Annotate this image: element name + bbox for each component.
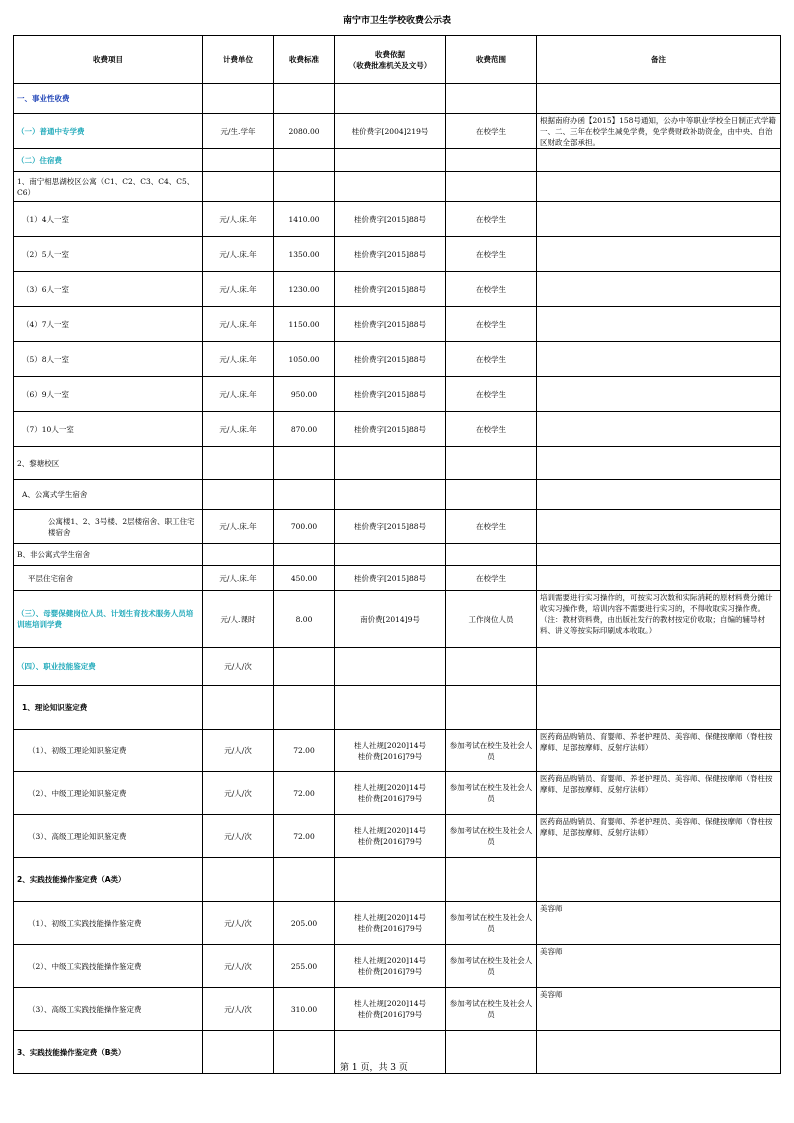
scope-cell: 在校学生: [446, 510, 537, 544]
scope-cell: [446, 858, 537, 902]
unit-cell: [203, 149, 274, 172]
scope-cell: 参加考试在校生及社会人员: [446, 902, 537, 945]
scope-cell: [446, 84, 537, 114]
scope-cell: 在校学生: [446, 114, 537, 149]
table-row: [14, 902, 781, 945]
header-standard: 收费标准: [274, 36, 335, 84]
remark-cell: [537, 648, 781, 686]
table-row: [14, 342, 781, 377]
unit-cell: 元/人.床.年: [203, 237, 274, 272]
table-row: [14, 510, 781, 544]
standard-cell: 310.00: [274, 988, 335, 1031]
table-row: [14, 591, 781, 648]
remark-cell: [537, 84, 781, 114]
item-cell: （3）、高级工理论知识鉴定费: [14, 815, 203, 858]
standard-cell: 1350.00: [274, 237, 335, 272]
unit-cell: 元/人.床.年: [203, 377, 274, 412]
standard-cell: 8.00: [274, 591, 335, 648]
remark-cell: [537, 172, 781, 202]
unit-cell: [203, 858, 274, 902]
standard-cell: [274, 544, 335, 566]
table-row: [14, 202, 781, 237]
remark-cell: 医药商品购销员、育婴师、养老护理员、美容师、保健按摩师（脊柱按摩师、足部按摩师、反射疗法师）: [537, 730, 781, 772]
basis-cell: 桂人社规[2020]14号 桂价费[2016]79号: [335, 730, 446, 772]
basis-cell: 桂价费字[2015]88号: [335, 510, 446, 544]
standard-cell: 1410.00: [274, 202, 335, 237]
scope-cell: 在校学生: [446, 377, 537, 412]
remark-cell: [537, 1031, 781, 1074]
standard-cell: 255.00: [274, 945, 335, 988]
remark-cell: [537, 237, 781, 272]
table-row: [14, 114, 781, 149]
item-cell: A、公寓式学生宿舍: [14, 480, 203, 510]
remark-cell: [537, 272, 781, 307]
table-row: [14, 772, 781, 815]
unit-cell: [203, 172, 274, 202]
scope-cell: 在校学生: [446, 566, 537, 591]
scope-cell: [446, 1031, 537, 1074]
standard-cell: 72.00: [274, 730, 335, 772]
unit-cell: 元/人/次: [203, 730, 274, 772]
standard-cell: [274, 149, 335, 172]
unit-cell: 元/生.学年: [203, 114, 274, 149]
basis-cell: 桂人社规[2020]14号 桂价费[2016]79号: [335, 945, 446, 988]
unit-cell: 元/人.床.年: [203, 566, 274, 591]
table-row: [14, 412, 781, 447]
table-row: [14, 566, 781, 591]
standard-cell: 205.00: [274, 902, 335, 945]
standard-cell: 1230.00: [274, 272, 335, 307]
standard-cell: 2080.00: [274, 114, 335, 149]
basis-cell: 桂人社规[2020]14号 桂价费[2016]79号: [335, 902, 446, 945]
header-scope: 收费范围: [446, 36, 537, 84]
unit-cell: [203, 544, 274, 566]
item-cell: 3、实践技能操作鉴定费（B类）: [14, 1031, 203, 1074]
unit-cell: [203, 84, 274, 114]
unit-cell: 元/人.床.年: [203, 342, 274, 377]
remark-cell: 医药商品购销员、育婴师、养老护理员、美容师、保健按摩师（脊柱按摩师、足部按摩师、反射疗法师）: [537, 772, 781, 815]
table-row: [14, 945, 781, 988]
basis-cell: 桂人社规[2020]14号 桂价费[2016]79号: [335, 988, 446, 1031]
table-row: [14, 988, 781, 1031]
remark-cell: [537, 377, 781, 412]
table-row: [14, 377, 781, 412]
remark-cell: 美容师: [537, 902, 781, 945]
scope-cell: 在校学生: [446, 202, 537, 237]
scope-cell: 在校学生: [446, 342, 537, 377]
document-title: 南宁市卫生学校收费公示表: [342, 16, 451, 26]
scope-cell: [446, 172, 537, 202]
item-cell: （7）10人一室: [14, 412, 203, 447]
item-cell: （5）8人一室: [14, 342, 203, 377]
scope-cell: [446, 447, 537, 480]
basis-cell: 桂人社规[2020]14号 桂价费[2016]79号: [335, 772, 446, 815]
standard-cell: [274, 1031, 335, 1074]
basis-cell: [335, 172, 446, 202]
table-body: [14, 84, 781, 1074]
scope-cell: 工作岗位人员: [446, 591, 537, 648]
scope-cell: 参加考试在校生及社会人员: [446, 988, 537, 1031]
basis-cell: 桂价费字[2004]219号: [335, 114, 446, 149]
remark-cell: 美容师: [537, 945, 781, 988]
scope-cell: [446, 149, 537, 172]
table-row: [14, 858, 781, 902]
standard-cell: 700.00: [274, 510, 335, 544]
standard-cell: [274, 447, 335, 480]
standard-cell: [274, 858, 335, 902]
scope-cell: 在校学生: [446, 272, 537, 307]
basis-cell: [335, 544, 446, 566]
unit-cell: [203, 480, 274, 510]
standard-cell: [274, 686, 335, 730]
unit-cell: 元/人/次: [203, 815, 274, 858]
item-cell: （3）、高级工实践技能操作鉴定费: [14, 988, 203, 1031]
header-item: 收费项目: [14, 36, 203, 84]
remark-cell: [537, 447, 781, 480]
remark-cell: [537, 544, 781, 566]
remark-cell: 美容师: [537, 988, 781, 1031]
item-cell: （1）、初级工理论知识鉴定费: [14, 730, 203, 772]
item-cell: B、非公寓式学生宿舍: [14, 544, 203, 566]
table-row: [14, 149, 781, 172]
table-row: [14, 447, 781, 480]
table-row: [14, 815, 781, 858]
item-cell: （2）、中级工理论知识鉴定费: [14, 772, 203, 815]
table-row: [14, 686, 781, 730]
standard-cell: [274, 84, 335, 114]
item-cell: 1、理论知识鉴定费: [14, 686, 203, 730]
header-basis-line1: 收费依据: [375, 49, 405, 59]
item-cell: 1、南宁相思湖校区公寓（C1、C2、C3、C4、C5、C6）: [14, 172, 203, 202]
basis-cell: [335, 480, 446, 510]
unit-cell: 元/人.床.年: [203, 307, 274, 342]
header-basis-line2: （收费批准机关及文号）: [348, 60, 432, 70]
scope-cell: [446, 648, 537, 686]
scope-cell: [446, 544, 537, 566]
basis-cell: [335, 149, 446, 172]
remark-cell: 根据南府办函【2015】158号通知，公办中等职业学校全日制正式学籍一、二、三年在校学生减免学费，免学费财政补助资金，由中央、自治区财政全部承担。: [537, 114, 781, 149]
item-cell: （一）普通中专学费: [14, 114, 203, 149]
remark-cell: [537, 686, 781, 730]
scope-cell: [446, 480, 537, 510]
unit-cell: 元/人.床.年: [203, 510, 274, 544]
remark-cell: [537, 480, 781, 510]
remark-cell: [537, 858, 781, 902]
header-basis: [335, 36, 446, 84]
remark-cell: [537, 566, 781, 591]
item-cell: 公寓楼1、2、3号楼、2层楼宿舍、职工住宅楼宿舍: [14, 510, 203, 544]
remark-cell: [537, 412, 781, 447]
basis-cell: [335, 686, 446, 730]
basis-cell: 桂价费字[2015]88号: [335, 272, 446, 307]
item-cell: （6）9人一室: [14, 377, 203, 412]
remark-cell: [537, 149, 781, 172]
table-row: [14, 544, 781, 566]
remark-cell: [537, 342, 781, 377]
table-row: [14, 272, 781, 307]
item-cell: （1）、初级工实践技能操作鉴定费: [14, 902, 203, 945]
table-row: [14, 730, 781, 772]
page-indicator: 第 1 页，共 3 页: [340, 1063, 408, 1073]
basis-cell: 南价费[2014]9号: [335, 591, 446, 648]
item-cell: （3）6人一室: [14, 272, 203, 307]
remark-cell: 培训需要进行实习操作的，可按实习次数和实际消耗的原材料费分摊计收实习操作费，培训内容不需要进行实习的，不得收取实习操作费。（注：教材资料费，由出版社发行的教材按定价收取；自编的辅导材料、讲义等按实际印刷成本收取。）: [537, 591, 781, 648]
unit-cell: 元/人.床.年: [203, 202, 274, 237]
item-cell: （三）、母婴保健岗位人员、计划生育技术服务人员培训班培训学费: [14, 591, 203, 648]
remark-cell: [537, 510, 781, 544]
standard-cell: 72.00: [274, 815, 335, 858]
header-unit: 计费单位: [203, 36, 274, 84]
item-cell: （4）7人一室: [14, 307, 203, 342]
item-cell: （1）4人一室: [14, 202, 203, 237]
remark-cell: [537, 307, 781, 342]
table-row: [14, 480, 781, 510]
basis-cell: 桂价费字[2015]88号: [335, 237, 446, 272]
standard-cell: 870.00: [274, 412, 335, 447]
table-row: [14, 648, 781, 686]
scope-cell: 在校学生: [446, 237, 537, 272]
scope-cell: 在校学生: [446, 412, 537, 447]
unit-cell: 元/人/次: [203, 988, 274, 1031]
unit-cell: [203, 447, 274, 480]
unit-cell: 元/人/次: [203, 945, 274, 988]
item-cell: （2）、中级工实践技能操作鉴定费: [14, 945, 203, 988]
header-row: [14, 36, 781, 84]
standard-cell: [274, 480, 335, 510]
basis-cell: [335, 858, 446, 902]
table-row: [14, 237, 781, 272]
unit-cell: [203, 1031, 274, 1074]
scope-cell: 参加考试在校生及社会人员: [446, 772, 537, 815]
table-row: [14, 84, 781, 114]
item-cell: （四）、职业技能鉴定费: [14, 648, 203, 686]
scope-cell: 参加考试在校生及社会人员: [446, 815, 537, 858]
standard-cell: 72.00: [274, 772, 335, 815]
unit-cell: 元/人/次: [203, 648, 274, 686]
item-cell: （二）住宿费: [14, 149, 203, 172]
standard-cell: 950.00: [274, 377, 335, 412]
fee-table: [13, 35, 781, 1074]
unit-cell: 元/人.床.年: [203, 272, 274, 307]
standard-cell: [274, 172, 335, 202]
basis-cell: 桂价费字[2015]88号: [335, 412, 446, 447]
basis-cell: 桂价费字[2015]88号: [335, 566, 446, 591]
standard-cell: 450.00: [274, 566, 335, 591]
standard-cell: 1150.00: [274, 307, 335, 342]
item-cell: 2、实践技能操作鉴定费（A类）: [14, 858, 203, 902]
scope-cell: [446, 686, 537, 730]
scope-cell: 在校学生: [446, 307, 537, 342]
basis-cell: 桂价费字[2015]88号: [335, 377, 446, 412]
unit-cell: 元/人.床.年: [203, 412, 274, 447]
unit-cell: 元/人/次: [203, 772, 274, 815]
basis-cell: [335, 447, 446, 480]
basis-cell: [335, 84, 446, 114]
basis-cell: 桂人社规[2020]14号 桂价费[2016]79号: [335, 815, 446, 858]
unit-cell: 元/人/次: [203, 902, 274, 945]
item-cell: （2）5人一室: [14, 237, 203, 272]
header-remark: 备注: [537, 36, 781, 84]
table-row: [14, 307, 781, 342]
remark-cell: [537, 202, 781, 237]
remark-cell: 医药商品购销员、育婴师、养老护理员、美容师、保健按摩师（脊柱按摩师、足部按摩师、反射疗法师）: [537, 815, 781, 858]
basis-cell: 桂价费字[2015]88号: [335, 202, 446, 237]
unit-cell: 元/人.课时: [203, 591, 274, 648]
scope-cell: 参加考试在校生及社会人员: [446, 945, 537, 988]
scope-cell: 参加考试在校生及社会人员: [446, 730, 537, 772]
standard-cell: 1050.00: [274, 342, 335, 377]
basis-cell: 桂价费字[2015]88号: [335, 307, 446, 342]
unit-cell: [203, 686, 274, 730]
standard-cell: [274, 648, 335, 686]
table-row: [14, 172, 781, 202]
basis-cell: 桂价费字[2015]88号: [335, 342, 446, 377]
item-cell: 2、黎塘校区: [14, 447, 203, 480]
item-cell: 平层住宅宿舍: [14, 566, 203, 591]
basis-cell: [335, 648, 446, 686]
item-cell: 一、事业性收费: [14, 84, 203, 114]
